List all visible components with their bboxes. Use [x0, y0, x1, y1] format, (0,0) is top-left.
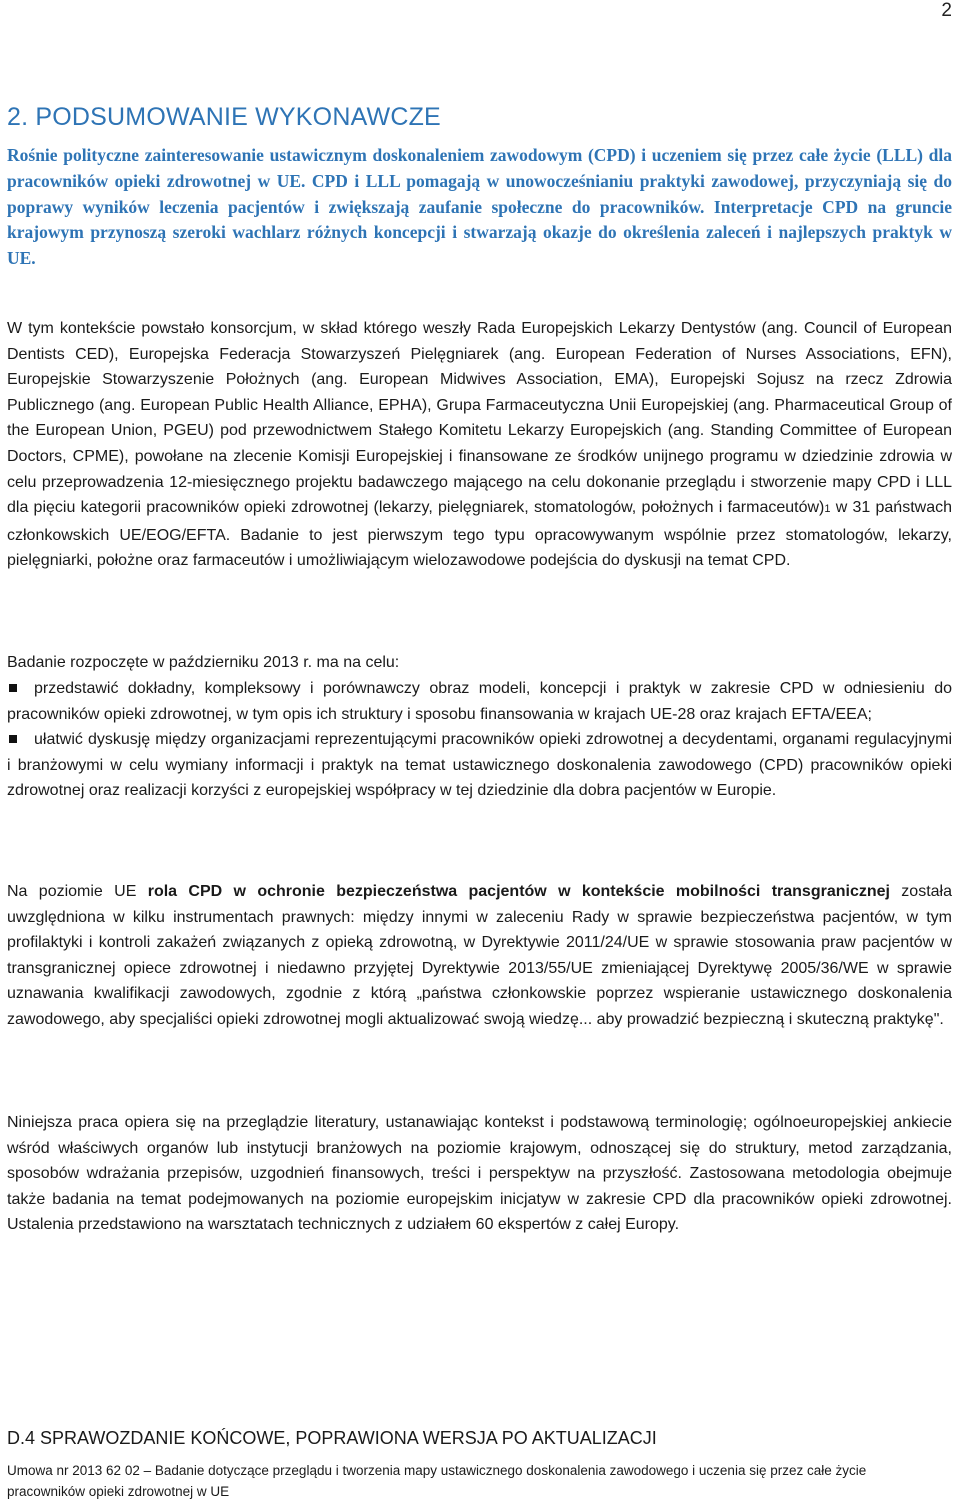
list-item: [7, 727, 952, 804]
methodology-paragraph: Niniejsza praca opiera się na przeglądzie literatury, ustanawiając kontekst i podstawową terminologię; ogólnoeuropejskiej ankiecie wśród właściwych organów lub instytucji branżowych na poziomie krajowym, odnoszącej się do struktury, metod zarządzania, sposobów wdrażania przepisów, uzgodnień finansowych, treści i perspektyw na przyszłość. Zastosowana metodologia obejmuje także badania na temat podejmowanych na poziomie europejskim inicjatyw w zakresie CPD dla pracowników opieki zdrowotnej. Ustalenia przedstawiono na warsztatach technicznych z udziałem 60 ekspertów z całej Europy.: [7, 1114, 952, 1234]
square-bullet-icon: [9, 735, 17, 743]
consortium-text: W tym kontekście powstało konsorcjum, w skład którego weszły Rada Europejskich Lekarzy Dentystów (ang. Council of European Dentists CED), Europejska Federacja Stowarzyszeń Pielęgniarek (ang. European Federation of Nurses Associations, EFN), Europejskie Stowarzyszenie Położnych (ang. European Midwives Association, EMA), Europejski Sojusz na rzecz Zdrowia Publicznego (ang. European Public Health Alliance, EPHA), Grupa Farmaceutyczna Unii Europejskiej (ang. Pharmaceutical Group of the European Union, PGEU) pod przewodnictwem Stałego Komitetu Lekarzy Europejskich (ang. Standing Committee of European Doctors, CPME), powołane na zlecenie Komisji Europejskiej i finansowane ze środków unijnego programu w dziedzinie zdrowia w celu przeprowadzenia 12-miesięcznego projektu badawczego mającego na celu dokonanie przeglądu i stworzenie mapy CPD i LLL dla pięciu kategorii pracowników opieki zdrowotnej (lekarzy, pielęgniarek, stomatologów, położnych i farmaceutów): [7, 320, 952, 517]
list-item-text: przedstawić dokładny, kompleksowy i porównawczy obraz modeli, koncepcji i praktyk w zakresie CPD w odniesieniu do pracowników opieki zdrowotnej, w tym opis ich struktury i sposobu finansowania w krajach UE-28 oraz krajach EFTA/EEA;: [7, 680, 952, 723]
list-item: [7, 676, 952, 727]
list-item-text: ułatwić dyskusję między organizacjami reprezentującymi pracowników opieki zdrowotnej a decydentami, organami regulacyjnymi i branżowymi w celu wymiany informacji i praktyk na temat ustawicznego doskonalenia zawodowego (CPD) pracowników opieki zdrowotnej oraz realizacji korzyści z europejskiej współpracy w tej dziedzinie dla dobra pacjentów w Europie.: [7, 731, 952, 800]
page-number: 2: [941, 0, 952, 21]
square-bullet-icon: [9, 684, 17, 692]
study-intro: Badanie rozpoczęte w październiku 2013 r. ma na celu:: [7, 654, 400, 671]
eu-level-rest: została uwzględniona w kilku instrumentach prawnych: między innymi w zaleceniu Rady w sprawie bezpieczeństwa pacjentów, w tym profilaktyki i kontroli zakażeń związanych z opieką zdrowotną, w Dyrektywie 2011/24/UE w sprawie stosowania praw pacjentów w transgranicznej opiece zdrowotnej i niedawno przyjętej Dyrektywie 2013/55/UE zmieniającej Dyrektywę 2005/36/WE w sprawie uznawania kwalifikacji zawodowych, zgodnie z którą „państwa członkowskie poprzez wspieranie ustawicznego doskonalenia zawodowego, aby specjaliści opieki zdrowotnej mogli aktualizować swoją wiedzę... aby prowadzić bezpieczną i skuteczną praktykę".: [7, 883, 953, 1028]
lead-paragraph: Rośnie polityczne zainteresowanie ustawicznym doskonaleniem zawodowym (CPD) i uczeniem się przez całe życie (LLL) dla pracowników opieki zdrowotnej w UE. CPD i LLL pomagają w unowocześnianiu praktyki zawodowej, przyczyniają się do poprawy wyników leczenia pacjentów i zwiększają zaufanie społeczne do pracowników. Interpretacje CPD na gruncie krajowym przynoszą szeroki wachlarz różnych koncepcji i stwarzają okazje do określenia zaleceń i najlepszych praktyk w UE.: [7, 145, 952, 269]
consortium-paragraph: [7, 316, 952, 574]
eu-level-bold: rola CPD w ochronie bezpieczeństwa pacjentów w kontekście mobilności transgranicznej: [147, 883, 890, 900]
footer-note: Umowa nr 2013 62 02 – Badanie dotyczące przeglądu i tworzenia mapy ustawicznego doskonalenia zawodowego i uczenia się przez całe życie pracowników opieki zdrowotnej w UE: [7, 1463, 867, 1499]
footer-title: D.4 SPRAWOZDANIE KOŃCOWE, POPRAWIONA WERSJA PO AKTUALIZACJI: [7, 1428, 657, 1448]
eu-level-paragraph: [7, 879, 952, 1033]
consortium-text-end: w 31 państwach członkowskich UE/EOG/EFTA. Badanie to jest pierwszym tego typu opracowywanym wspólnie przez stomatologów, lekarzy, pielęgniarki, położne oraz farmaceutów i umożliwiającym wielozawodowe podejścia do dyskusji na temat CPD.: [7, 499, 952, 570]
section-title: 2. PODSUMOWANIE WYKONAWCZE: [7, 103, 441, 131]
eu-level-start: Na poziomie UE: [7, 883, 148, 900]
footnote-ref[interactable]: 1: [824, 503, 831, 516]
objectives-list: [7, 676, 952, 804]
